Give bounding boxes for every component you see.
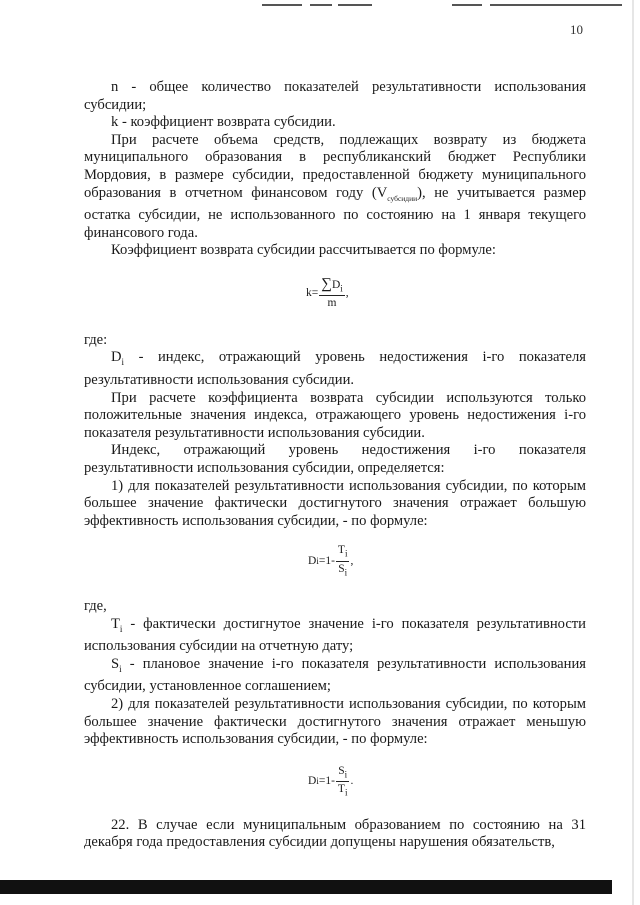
paragraph-case-2: 2) для показателей результативности использования субсидии, по которым большее значение фактически достигнутого значения отражает меньшую эффективность использования субсидии, - по формуле: [84,696,586,748]
scan-header-noise [262,2,622,10]
paragraph-di-definition: $D_i$ - индекс, отражающий уровень недостижения i-го показателя результативности использования субсидии. [84,349,586,388]
paragraph-where-2: где, [84,598,107,615]
paragraph-n-definition: n - общее количество показателей результативности использования субсидии; [84,79,586,113]
paragraph-22: 22. В случае если муниципальным образованием по состоянию на 31 декабря года предоставления субсидии допущены нарушения обязательств, [84,816,586,851]
paragraph-ti-definition: $T_i$ - фактически достигнутое значение i-го показателя результативности использования субсидии на отчетную дату; [84,615,586,655]
document-body [84,79,586,852]
scan-bottom-bar [0,880,612,894]
paragraph-where-1: где: [84,331,108,348]
paragraph-coefficient-intro: Коэффициент возврата субсидии рассчитывается по формуле: [111,242,496,259]
paragraph-index-determined: Индекс, отражающий уровень недостижения i-го показателя результативности использования субсидии, определяется: [84,442,586,476]
formula-index-case-1: D i =1- $\frac{T_i}{S_i}$ , [308,544,354,577]
formula-return-coefficient: k= $\frac{\sum D_i}{m}$ , [306,275,349,310]
formula-index-case-2: D i =1- $\frac{S_i}{T_i}$ . [308,764,354,798]
paragraph-return-calculation: При расчете объема средств, подлежащих возврату из бюджета муниципального образования в республиканский бюджет Республики Мордовия, в размере субсидии, предоставленной бюджету муниципального образования в отчетном финансовом году $(V_{субсидии})$, не учитывается размер остатка субсидии, не использованного по состоянию на 1 января текущего финансового года. [84,131,586,241]
paragraph-si-definition: $S_i$ - плановое значение i-го показателя результативности использования субсидии, установленное соглашением; [84,655,586,695]
scan-edge [632,0,634,905]
paragraph-k-definition: k - коэффициент возврата субсидии. [111,114,336,131]
page-number: 10 [570,22,583,37]
paragraph-case-1: 1) для показателей результативности использования субсидии, по которым большее значение фактически достигнутого значения отражает большую эффективность использования субсидии, - по формуле: [84,477,586,529]
paragraph-positive-values: При расчете коэффициента возврата субсидии используются только положительные значения индекса, отражающего уровень недостижения i-го показателя результативности использования субсидии. [84,389,586,441]
